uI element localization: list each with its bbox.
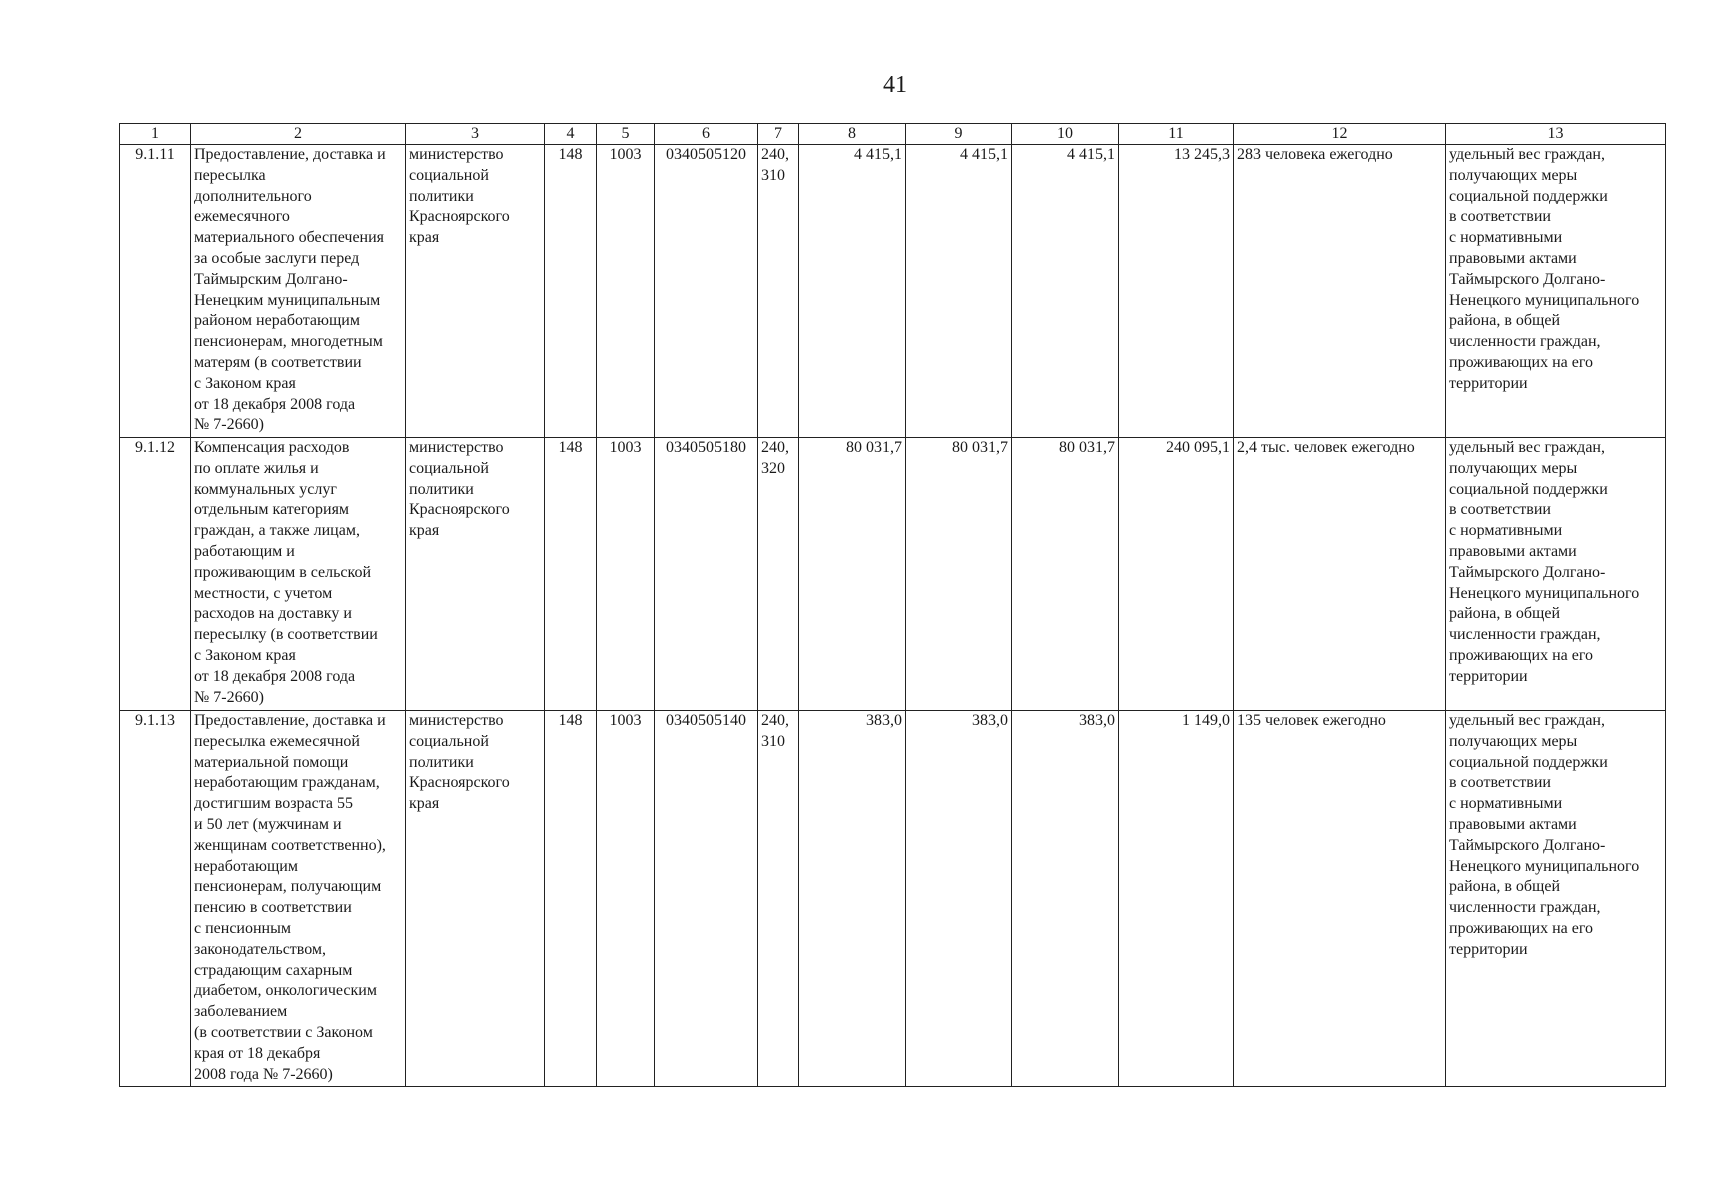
amount-year-2: 80 031,7	[906, 438, 1012, 711]
amount-total: 13 245,3	[1119, 145, 1234, 438]
column-header: 13	[1446, 124, 1666, 145]
row-number: 9.1.12	[120, 438, 191, 711]
amount-year-1: 4 415,1	[799, 145, 906, 438]
column-header: 6	[655, 124, 758, 145]
amount-total: 240 095,1	[1119, 438, 1234, 711]
executor: министерство социальной политики Красноярского края	[406, 438, 545, 711]
section-code: 1003	[597, 438, 655, 711]
column-header: 11	[1119, 124, 1234, 145]
expected-result: 135 человек ежегодно	[1234, 711, 1446, 1087]
program-table	[119, 123, 1666, 1087]
target-article-code: 0340505120	[655, 145, 758, 438]
amount-year-3: 383,0	[1012, 711, 1119, 1087]
target-article-code: 0340505180	[655, 438, 758, 711]
indicator: удельный вес граждан, получающих меры социальной поддержки в соответствии с нормативными правовыми актами Таймырского Долгано- Ненецкого муниципального района, в общей численности граждан, проживающих на его территории	[1446, 145, 1666, 438]
measure-name: Предоставление, доставка и пересылка ежемесячной материальной помощи неработающим гражданам, достигшим возраста 55 и 50 лет (мужчинам и женщинам соответственно), неработающим пенсионерам, получающим пенсию в соответствии с пенсионным законодательством, страдающим сахарным диабетом, онкологическим заболеванием (в соответствии с Законом края от 18 декабря 2008 года № 7-2660)	[191, 711, 406, 1087]
expected-result: 2,4 тыс. человек ежегодно	[1234, 438, 1446, 711]
expected-result: 283 человека ежегодно	[1234, 145, 1446, 438]
executor: министерство социальной политики Красноярского края	[406, 711, 545, 1087]
indicator: удельный вес граждан, получающих меры социальной поддержки в соответствии с нормативными правовыми актами Таймырского Долгано- Ненецкого муниципального района, в общей численности граждан, проживающих на его территории	[1446, 438, 1666, 711]
executor: министерство социальной политики Красноярского края	[406, 145, 545, 438]
amount-year-1: 383,0	[799, 711, 906, 1087]
column-header: 5	[597, 124, 655, 145]
column-header: 1	[120, 124, 191, 145]
column-header: 2	[191, 124, 406, 145]
section-code: 1003	[597, 145, 655, 438]
column-header: 7	[758, 124, 799, 145]
column-header: 12	[1234, 124, 1446, 145]
column-header: 4	[545, 124, 597, 145]
expense-type-code: 240, 310	[758, 711, 799, 1087]
amount-year-1: 80 031,7	[799, 438, 906, 711]
amount-year-2: 383,0	[906, 711, 1012, 1087]
amount-total: 1 149,0	[1119, 711, 1234, 1087]
measure-name: Компенсация расходов по оплате жилья и коммунальных услуг отдельным категориям граждан, а также лицам, работающим и проживающим в сельской местности, с учетом расходов на доставку и пересылку (в соответствии с Законом края от 18 декабря 2008 года № 7-2660)	[191, 438, 406, 711]
row-number: 9.1.13	[120, 711, 191, 1087]
column-number-row	[120, 124, 1666, 145]
grbs-code: 148	[545, 711, 597, 1087]
column-header: 3	[406, 124, 545, 145]
section-code: 1003	[597, 711, 655, 1087]
expense-type-code: 240, 310	[758, 145, 799, 438]
column-header: 10	[1012, 124, 1119, 145]
page-number: 41	[883, 72, 907, 98]
indicator: удельный вес граждан, получающих меры социальной поддержки в соответствии с нормативными правовыми актами Таймырского Долгано- Ненецкого муниципального района, в общей численности граждан, проживающих на его территории	[1446, 711, 1666, 1087]
amount-year-3: 4 415,1	[1012, 145, 1119, 438]
grbs-code: 148	[545, 438, 597, 711]
column-header: 9	[906, 124, 1012, 145]
amount-year-3: 80 031,7	[1012, 438, 1119, 711]
target-article-code: 0340505140	[655, 711, 758, 1087]
measure-name: Предоставление, доставка и пересылка дополнительного ежемесячного материального обеспечения за особые заслуги перед Таймырским Долгано- Ненецким муниципальным районом неработающим пенсионерам, многодетным матерям (в соответствии с Законом края от 18 декабря 2008 года № 7-2660)	[191, 145, 406, 438]
grbs-code: 148	[545, 145, 597, 438]
row-number: 9.1.11	[120, 145, 191, 438]
expense-type-code: 240, 320	[758, 438, 799, 711]
table-row	[120, 438, 1666, 711]
table-row	[120, 711, 1666, 1087]
amount-year-2: 4 415,1	[906, 145, 1012, 438]
table-row	[120, 145, 1666, 438]
column-header: 8	[799, 124, 906, 145]
